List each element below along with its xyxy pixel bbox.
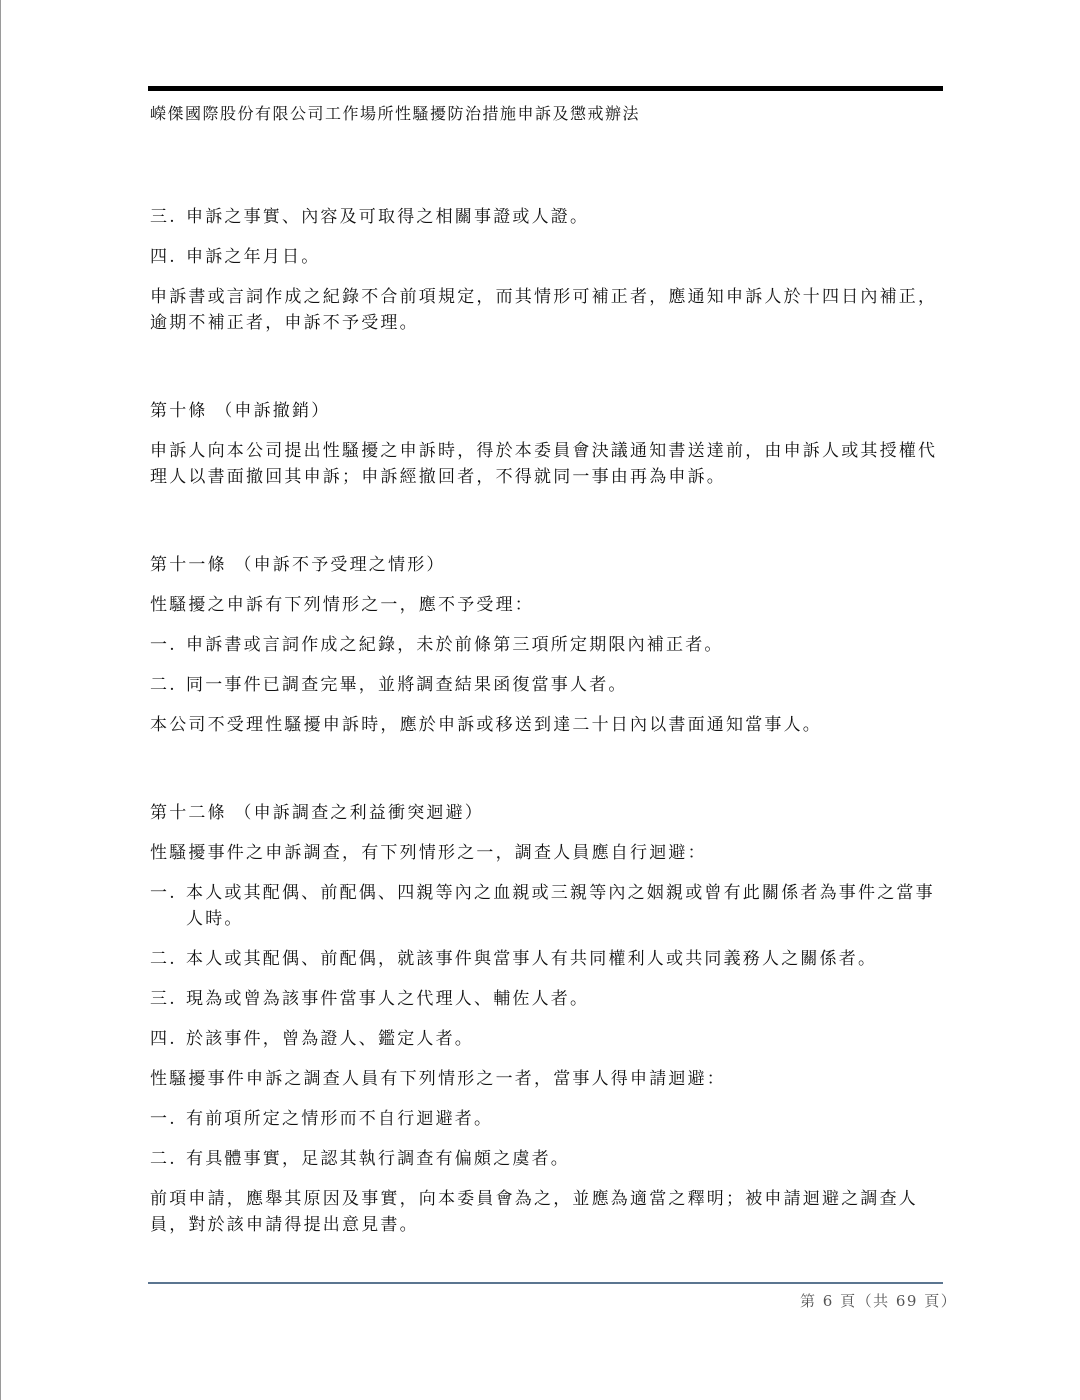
paragraph: 性騷擾事件申訴之調查人員有下列情形之一者，當事人得申請迴避： xyxy=(150,1069,726,1089)
list-item-number: 四. xyxy=(150,1029,177,1049)
list-item-text: 本人或其配偶、前配偶、四親等內之血親或三親等內之姻親或曾有此關係者為事件之當事人時。 xyxy=(186,883,935,929)
list-item-number: 一. xyxy=(150,635,177,655)
footer-rule xyxy=(148,1282,943,1284)
list-item xyxy=(150,946,940,972)
list-item xyxy=(150,672,940,698)
list-item-text: 申訴書或言詞作成之紀錄，未於前條第三項所定期限內補正者。 xyxy=(186,635,724,655)
article-heading: 第十一條 （申訴不予受理之情形） xyxy=(150,555,446,575)
header-rule xyxy=(148,86,943,91)
list-item-number: 一. xyxy=(150,1109,177,1129)
list-item xyxy=(150,1106,940,1132)
list-item xyxy=(150,632,940,658)
article-heading: 第十二條 （申訴調查之利益衝突迴避） xyxy=(150,803,485,823)
list-item-number: 二. xyxy=(150,675,177,695)
paragraph: 申訴人向本公司提出性騷擾之申訴時，得於本委員會決議通知書送達前，由申訴人或其授權代理人以書面撤回其申訴；申訴經撤回者，不得就同一事由再為申訴。 xyxy=(150,441,938,487)
list-item xyxy=(150,880,940,932)
paragraph: 性騷擾之申訴有下列情形之一，應不予受理： xyxy=(150,595,534,615)
list-item xyxy=(150,204,940,230)
paragraph: 申訴書或言詞作成之紀錄不合前項規定，而其情形可補正者，應通知申訴人於十四日內補正，逾期不補正者，申訴不予受理。 xyxy=(150,287,938,333)
article-heading: 第十條 （申訴撤銷） xyxy=(150,401,331,421)
list-item-text: 本人或其配偶、前配偶，就該事件與當事人有共同權利人或共同義務人之關係者。 xyxy=(186,949,878,969)
list-item-number: 三. xyxy=(150,989,177,1009)
list-item-text: 現為或曾為該事件當事人之代理人、輔佐人者。 xyxy=(186,989,590,1009)
list-item xyxy=(150,1026,940,1052)
paragraph: 前項申請，應舉其原因及事實，向本委員會為之，並應為適當之釋明；被申請迴避之調查人員，對於該申請得提出意見書。 xyxy=(150,1189,918,1235)
list-item-number: 二. xyxy=(150,949,177,969)
list-item-text: 有前項所定之情形而不自行迴避者。 xyxy=(186,1109,494,1129)
list-item-text: 同一事件已調查完畢，並將調查結果函復當事人者。 xyxy=(186,675,628,695)
list-item-text: 有具體事實，足認其執行調查有偏頗之虞者。 xyxy=(186,1149,570,1169)
list-item-number: 二. xyxy=(150,1149,177,1169)
paragraph: 本公司不受理性騷擾申訴時，應於申訴或移送到達二十日內以書面通知當事人。 xyxy=(150,715,822,735)
list-item xyxy=(150,986,940,1012)
list-item-text: 申訴之年月日。 xyxy=(186,247,321,267)
paragraph: 性騷擾事件之申訴調查，有下列情形之一，調查人員應自行迴避： xyxy=(150,843,707,863)
list-item-number: 四. xyxy=(150,247,177,267)
list-item-text: 於該事件，曾為證人、鑑定人者。 xyxy=(186,1029,474,1049)
page-left-edge xyxy=(0,0,1,1400)
page-number: 第 6 頁（共 69 頁） xyxy=(800,1292,958,1310)
list-item xyxy=(150,244,940,270)
document-header-title: 嶸傑國際股份有限公司工作場所性騷擾防治措施申訴及懲戒辦法 xyxy=(150,104,641,123)
document-body xyxy=(150,204,940,1252)
list-item-text: 申訴之事實、內容及可取得之相關事證或人證。 xyxy=(186,207,590,227)
list-item-number: 三. xyxy=(150,207,177,227)
list-item-number: 一. xyxy=(150,883,177,903)
list-item xyxy=(150,1146,940,1172)
